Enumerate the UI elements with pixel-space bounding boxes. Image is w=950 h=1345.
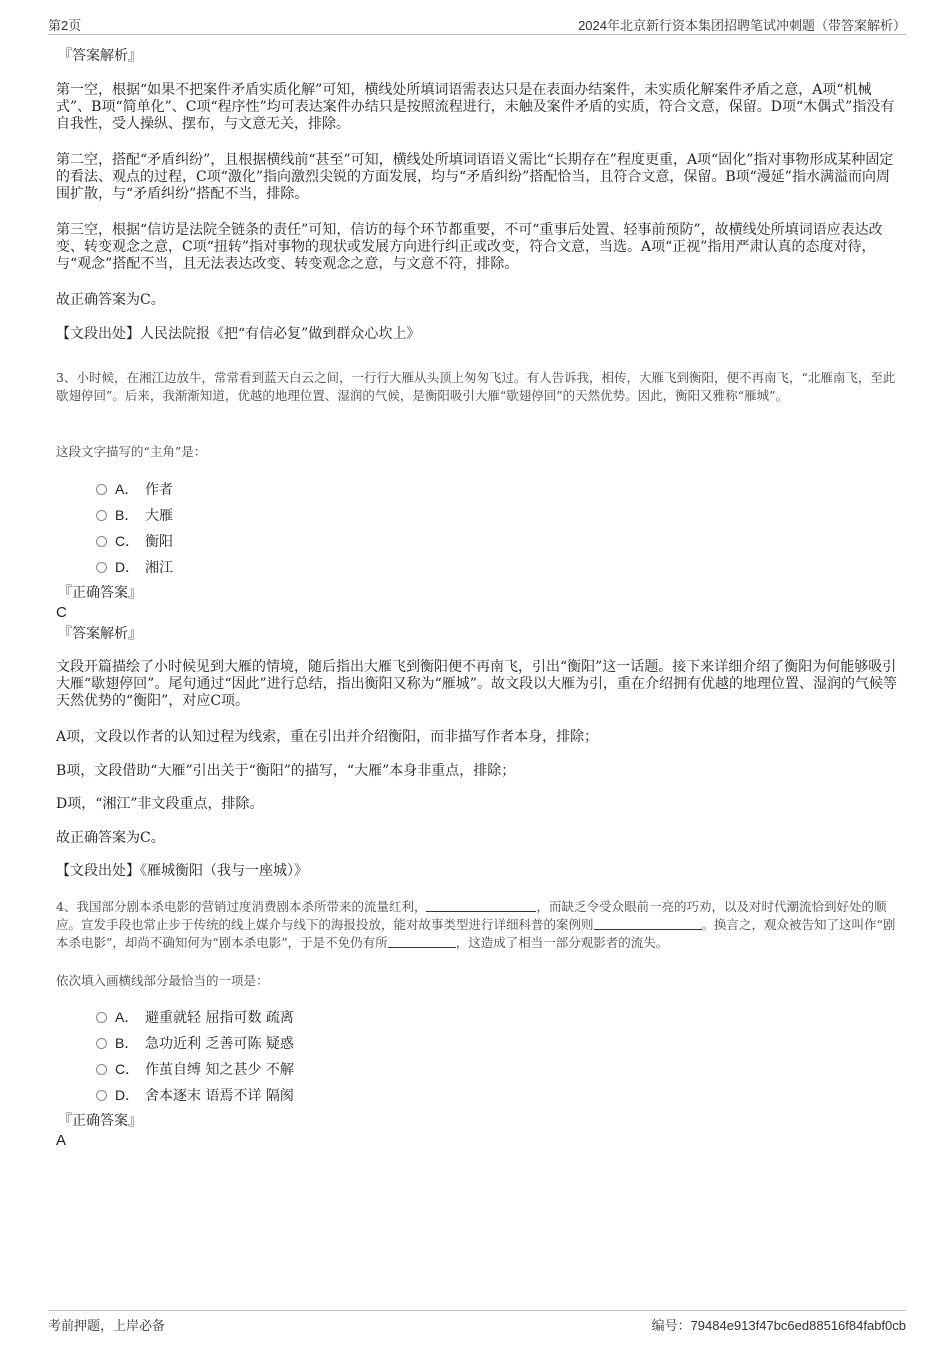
q4-stem: 4、我国部分剧本杀电影的营销过度消费剧本杀所带来的流量红利， ，而缺乏令受众眼前一亮的巧劝，以及对时代潮流恰到好处的顺应。宣发手段也常止步于传统的线上媒介与线下的海报投放，能对故事类型进行详细科普的案例则 。换言之，观众被告知了这叫作“剧本杀电影”，却尚不确知何为“剧本杀电影”，于是不免仍有所 ，这造成了相当一部分观影者的流失。 <box>56 899 896 950</box>
q4-option-d[interactable]: D． 舍本逐末 语焉不详 隔阂 <box>96 1086 294 1105</box>
q4-answer: A <box>56 1132 67 1149</box>
footer-slogan: 考前押题，上岸必备 <box>48 1318 166 1333</box>
radio-icon[interactable] <box>96 484 107 495</box>
radio-icon[interactable] <box>96 1090 107 1101</box>
q2-analysis-p3: 第三空，根据“信访是法院全链条的责任”可知，信访的每个环节都重要，不可“重事后处置、轻事前预防”，故横线处所填词语应表达改变、转变观念之意，C项“扭转”指对事物的现状或发展方向进行纠正或改变，符合文意，当选。A项“正视”指用严肃认真的态度对待，与“观念”搭配不当，且无法表达改变、转变观念之意，与文意不符，排除。 <box>56 222 883 272</box>
radio-icon[interactable] <box>96 562 107 573</box>
page-header <box>48 14 906 35</box>
q4-option-a[interactable]: A． 避重就轻 屈指可数 疏离 <box>96 1008 294 1027</box>
q2-source: 【文段出处】人民法院报《把“有信必复”做到群众心坎上》 <box>56 326 421 342</box>
q2-analysis-label: 『答案解析』 <box>58 48 142 64</box>
document-id: 编号：79484e913f47bc6ed88516f84fabf0cb <box>651 1318 906 1333</box>
radio-icon[interactable] <box>96 1012 107 1023</box>
q3-option-c[interactable]: C． 衡阳 <box>96 532 173 551</box>
page-number: 第2页 <box>48 18 82 33</box>
q2-analysis-p1: 第一空，根据“如果不把案件矛盾实质化解”可知，横线处所填词语需表达只是在表面办结案件，未实质化解案件矛盾之意，A项“机械式”、B项“简单化”、C项“程序性”均可表达案件办结只是按照流程进行，未触及案件矛盾的实质，符合文意，保留。D项“木偶式”指没有自我性，受人操纵、摆布，与文意无关，排除。 <box>56 82 895 132</box>
q4-option-c[interactable]: C． 作茧自缚 知之甚少 不解 <box>96 1060 294 1079</box>
q2-conclusion: 故正确答案为C。 <box>56 292 165 308</box>
q4-answer-label: 『正确答案』 <box>58 1113 142 1129</box>
radio-icon[interactable] <box>96 510 107 521</box>
answer-blank <box>388 935 456 948</box>
q3-answer-label: 『正确答案』 <box>58 585 142 601</box>
q4-question: 依次填入画横线部分最恰当的一项是： <box>56 973 269 988</box>
q3-option-b[interactable]: B． 大雁 <box>96 506 173 525</box>
q3-analysis-p2: A项，文段以作者的认知过程为线索，重在引出并介绍衡阳，而非描写作者本身，排除； <box>56 729 599 745</box>
radio-icon[interactable] <box>96 1038 107 1049</box>
q4-option-b[interactable]: B． 急功近利 乏善可陈 疑惑 <box>96 1034 294 1053</box>
q3-conclusion: 故正确答案为C。 <box>56 830 165 846</box>
page-footer <box>48 1310 906 1335</box>
q3-analysis-label: 『答案解析』 <box>58 626 142 642</box>
radio-icon[interactable] <box>96 536 107 547</box>
q3-question: 这段文字描写的“主角”是： <box>56 444 207 459</box>
q3-option-d[interactable]: D． 湘江 <box>96 558 173 577</box>
document-title: 2024年北京新行资本集团招聘笔试冲刺题（带答案解析） <box>578 18 906 33</box>
q3-stem: 3、小时候，在湘江边放牛，常常看到蓝天白云之间，一行行大雁从头顶上匆匆飞过。有人告诉我，相传，大雁飞到衡阳，便不再南飞，“北雁南飞，至此歇翅停回”。后来，我渐渐知道，优越的地理位置、湿润的气候，是衡阳吸引大雁“歇翅停回”的天然优势。因此，衡阳又雅称“雁城”。 <box>56 370 896 403</box>
answer-blank <box>594 917 702 930</box>
q3-analysis-p4: D项，“湘江”非文段重点，排除。 <box>56 796 264 812</box>
q2-analysis-p2: 第二空，搭配“矛盾纠纷”，且根据横线前“甚至”可知，横线处所填词语语义需比“长期存在”程度更重，A项“固化”指对事物形成某种固定的看法、观点的过程，C项“激化”指向激烈尖锐的方面发展，均与“矛盾纠纷”搭配恰当，且符合文意，保留。B项“漫延”指水满溢而向周围扩散，与“矛盾纠纷”搭配不当，排除。 <box>56 152 894 202</box>
q3-analysis-p1: 文段开篇描绘了小时候见到大雁的情境，随后指出大雁飞到衡阳便不再南飞，引出“衡阳”这一话题。接下来详细介绍了衡阳为何能够吸引大雁“歇翅停回”。尾句通过“因此”进行总结，指出衡阳又称为“雁城”。故文段以大雁为引，重在介绍拥有优越的地理位置、湿润的气候等天然优势的“衡阳”，对应C项。 <box>56 659 897 709</box>
q3-option-a[interactable]: A． 作者 <box>96 480 173 499</box>
q3-answer: C <box>56 604 67 621</box>
answer-blank <box>426 899 536 912</box>
radio-icon[interactable] <box>96 1064 107 1075</box>
q3-source: 【文段出处】《雁城衡阳（我与一座城）》 <box>56 863 308 879</box>
q3-analysis-p3: B项，文段借助“大雁”引出关于“衡阳”的描写，“大雁”本身非重点，排除； <box>56 763 516 779</box>
